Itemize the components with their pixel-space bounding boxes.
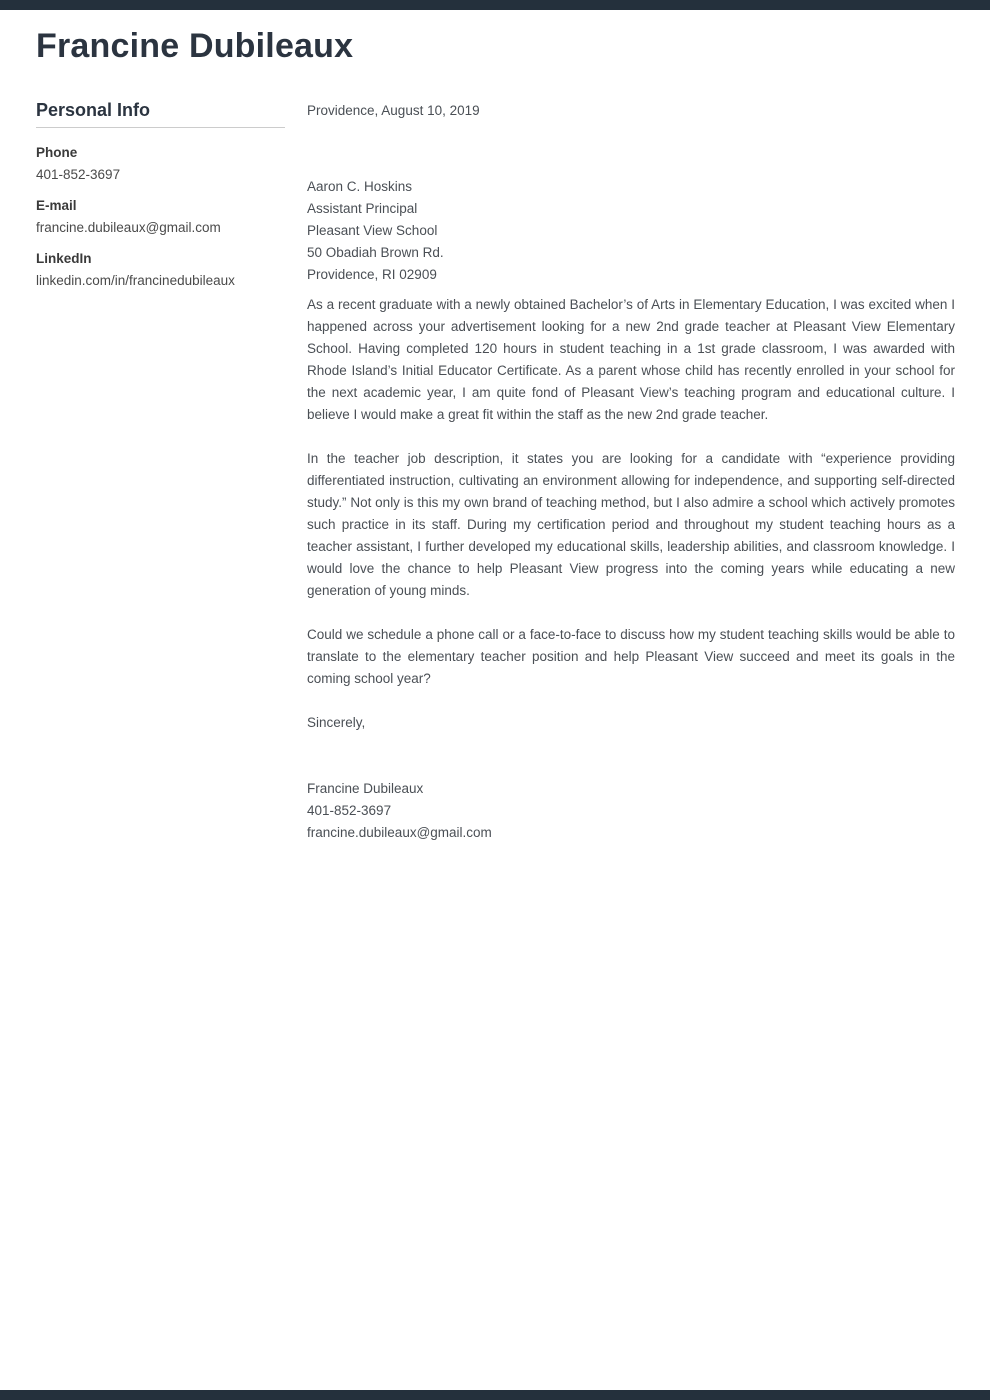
bottom-accent-bar [0,1390,990,1400]
sidebar-heading: Personal Info [36,100,285,128]
info-group-phone [36,142,285,186]
recipient-street: 50 Obadiah Brown Rd. [307,245,444,260]
signature-phone: 401-852-3697 [307,803,392,818]
recipient-name: Aaron C. Hoskins [307,179,413,194]
personal-info-sidebar [36,100,285,844]
letter-dateline: Providence, August 10, 2019 [307,103,480,118]
recipient-title: Assistant Principal [307,201,418,216]
applicant-name-heading: Francine Dubileaux [36,27,354,65]
recipient-organization: Pleasant View School [307,223,438,238]
two-column-layout [36,100,955,844]
info-group-email [36,195,285,239]
email-value: francine.dubileaux@gmail.com [36,220,221,235]
letter-paragraph-3: Could we schedule a phone call or a face-to-face to discuss how my student teaching skills would be able to translate to the elementary teacher position and help Pleasant View succeed and meet its goals in the coming school year? [307,627,955,686]
top-accent-bar [0,0,990,10]
linkedin-label: LinkedIn [36,251,92,266]
signature-block [307,778,955,844]
letter-body-column [307,100,955,844]
phone-value: 401-852-3697 [36,167,121,182]
letter-closing: Sincerely, [307,715,366,730]
letter-paragraph-2: In the teacher job description, it states you are looking for a candidate with “experience providing differentiated instruction, cultivating an environment allowing for independence, and supporting self-directed study.” Not only is this my own brand of teaching method, but I also admire a school which actively promotes such practice in its staff. During my certification period and throughout my student teaching hours as a teacher assistant, I further developed my educational skills, leadership abilities, and classroom knowledge. I would love the chance to help Pleasant View progress into the coming years while educating a new generation of young minds. [307,451,955,598]
recipient-city: Providence, RI 02909 [307,267,437,282]
email-label: E-mail [36,198,77,213]
recipient-block [307,176,955,286]
signature-name: Francine Dubileaux [307,781,424,796]
linkedin-value: linkedin.com/in/francinedubileaux [36,273,235,288]
letter-paragraph-1: As a recent graduate with a newly obtained Bachelor’s of Arts in Elementary Education, I was excited when I happened across your advertisement looking for a new 2nd grade teacher at Pleasant View Elementary School. Having completed 120 hours in student teaching in a 1st grade classroom, I was awarded with Rhode Island’s Initial Educator Certificate. As a parent whose child has recently enrolled in your school for the next academic year, I am quite fond of Pleasant View’s teaching program and educational culture. I believe I would make a great fit within the staff as the new 2nd grade teacher. [307,297,955,422]
info-group-linkedin [36,248,285,292]
phone-label: Phone [36,145,78,160]
signature-email: francine.dubileaux@gmail.com [307,825,492,840]
